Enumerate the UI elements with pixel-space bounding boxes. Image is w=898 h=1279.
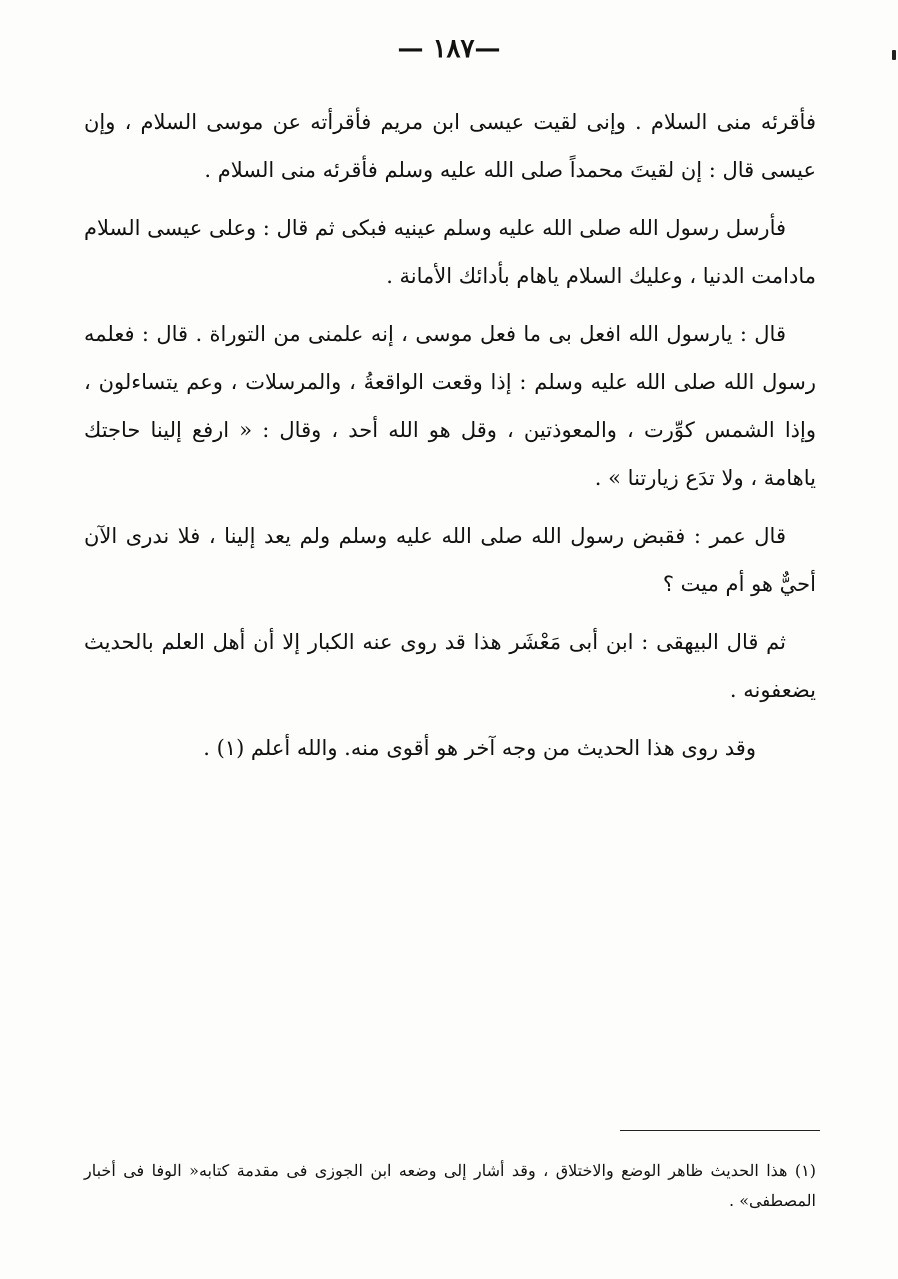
footnote: (١) هذا الحديث ظاهر الوضع والاختلاق ، وقد أشار إلى وضعه ابن الجوزى فى مقدمة كتابه« الوفا فى أخبار المصطفى» . — [84, 1161, 816, 1210]
paragraph-3: قال : يارسول الله افعل بى ما فعل موسى ، إنه علمنى من التوراة . قال : فعلمه رسول الله صلى الله عليه وسلم : إذا وقعت الواقعةُ ، والمرسلات ، وعم يتساءلون ، وإذا الشمس كوِّرت ، والمعوذتين ، وقل هو الله أحد ، وقال : « ارفع إلينا حاجتك ياهامة ، ولا تدَع زيارتنا » . — [84, 322, 816, 490]
paragraph-2: فأرسل رسول الله صلى الله عليه وسلم عينيه فبكى ثم قال : وعلى عيسى السلام مادامت الدنيا ، وعليك السلام ياهام بأدائك الأمانة . — [84, 216, 816, 288]
paragraph-1: فأقرئه منى السلام . وإنى لقيت عيسى ابن مريم فأقرأته عن موسى السلام ، وإن عيسى قال : إن لقيتَ محمداً صلى الله عليه وسلم فأقرئه منى السلام . — [84, 110, 816, 182]
footnote-divider — [620, 1130, 820, 1131]
page-number: — ١٨٧— — [397, 34, 501, 64]
paragraph-6: وقد روى هذا الحديث من وجه آخر هو أقوى منه. والله أعلم (١) . — [203, 736, 756, 760]
main-text — [84, 98, 816, 782]
paragraph-5: ثم قال البيهقى : ابن أبى مَعْشَر هذا قد روى عنه الكبار إلا أن أهل العلم بالحديث يضعفونه . — [84, 630, 816, 702]
paragraph-4: قال عمر : فقبض رسول الله صلى الله عليه وسلم ولم يعد إلينا ، فلا ندرى الآن أحيٌّ هو أم ميت ؟ — [84, 524, 816, 596]
